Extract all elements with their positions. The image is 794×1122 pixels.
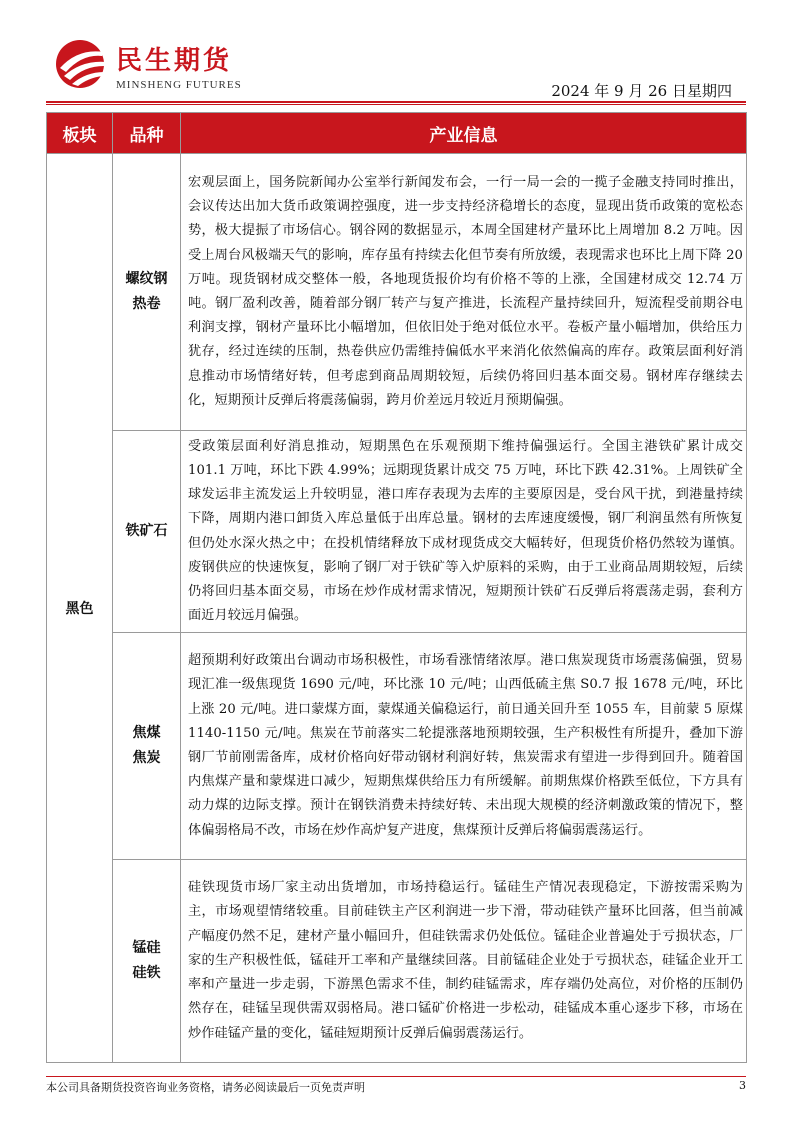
variety-cell xyxy=(113,860,181,1063)
table-row xyxy=(47,431,747,633)
brand-name: 民生期货 xyxy=(116,46,233,76)
variety-line: 硅铁 xyxy=(132,965,161,981)
disclaimer-text: 本公司具备期货投资咨询业务资格，请务必阅读最后一页免责声明 xyxy=(46,1081,365,1094)
variety-line: 焦煤 xyxy=(132,725,161,741)
header-rule-thin xyxy=(46,104,746,105)
info-cell: 受政策层面利好消息推动，短期黑色在乐观预期下维持偏强运行。全国主港铁矿累计成交 101.1 万吨，环比下跌 4.99%；远期现货累计成交 75 万吨，环比下跌 42.31%。上周铁矿全球发运非主流发运上升较明显，港口库存表现为去库的主要原因是，受台风干扰，到港量持续下降，周期内港口卸货入库总量低于出库总量。钢材的去库速度缓慢，钢厂利润虽然有所恢复但仍处水深火热之中；在投机情绪释放下成材现货成交大幅转好，但现货价格仍然较为谨慎。废钢供应的快速恢复，影响了钢厂对于铁矿等入炉原料的采购，由于工业商品周期较短，后续仍将回归基本面交易，市场在炒作成材需求情况，短期预计铁矿石反弹后将震荡走弱，套利方面近月较远月偏强。 xyxy=(181,431,747,633)
variety-cell xyxy=(113,154,181,431)
variety-line: 热卷 xyxy=(132,296,161,312)
table-row xyxy=(47,860,747,1063)
info-cell: 超预期利好政策出台调动市场积极性，市场看涨情绪浓厚。港口焦炭现货市场震荡偏强，贸易现汇准一级焦现货 1690 元/吨，环比涨 10 元/吨；山西低硫主焦 S0.7 报 1678 元/吨，环比上涨 20 元/吨。进口蒙煤方面，蒙煤通关偏稳运行，前日通关回升至 1055 车，目前蒙 5 原煤 1140-1150 元/吨。焦炭在节前落实二轮提涨落地预期较强，生产积极性有所提升，叠加下游钢厂节前刚需备库，成材价格向好带动钢材利润好转，焦炭需求有望进一步得到回升。随着国内焦煤产量和蒙煤进口减少，短期焦煤供给压力有所缓解。前期焦煤价格跌至低位，下方具有动力煤的边际支撑。预计在钢铁消费未持续好转、未出现大规模的经济刺激政策的情况下，整体偏弱格局不改，市场在炒作高炉复产进度，焦煤预计反弹后将偏弱震荡运行。 xyxy=(181,633,747,860)
variety-line: 锰硅 xyxy=(132,940,161,956)
brand-name-en: MINSHENG FUTURES xyxy=(116,79,242,91)
page-footer xyxy=(46,1076,746,1094)
header-sector: 板块 xyxy=(47,113,113,154)
info-cell: 硅铁现货市场厂家主动出货增加，市场持稳运行。锰硅生产情况表现稳定，下游按需采购为主，市场观望情绪较重。目前硅铁主产区利润进一步下滑，带动硅铁产量环比回落，但当前减产幅度仍然不足，建材产量小幅回升，但硅铁需求仍处低位。锰硅企业普遍处于亏损状态，厂家的生产积极性低，锰硅开工率和产量继续回落。目前锰硅企业处于亏损状态，硅锰企业开工率和产量进一步走弱，下游黑色需求不佳，制约硅锰需求，库存端仍处高位，对价格的压制仍然存在，硅锰呈现供需双弱格局。港口锰矿价格进一步松动，硅锰成本重心逐步下移，市场在炒作硅锰产量的变化，锰硅短期预计反弹后偏弱震荡运行。 xyxy=(181,860,747,1063)
table-header-row xyxy=(47,113,747,154)
variety-cell xyxy=(113,633,181,860)
sector-cell: 黑色 xyxy=(47,154,113,1063)
header-variety: 品种 xyxy=(113,113,181,154)
variety-line: 铁矿石 xyxy=(125,523,168,539)
info-cell: 宏观层面上，国务院新闻办公室举行新闻发布会，一行一局一会的一揽子金融支持同时推出，会议传达出加大货币政策调控强度，进一步支持经济稳增长的态度，显现出货币政策的宽松态势，极大提振了市场信心。钢谷网的数据显示，本周全国建材产量环比上周增加 8.2 万吨。因受上周台风极端天气的影响，库存虽有持续去化但节奏有所放缓，表现需求也环比上周下降 20 万吨。现货钢材成交整体一般，各地现货报价均有价格不等的上涨，全国建材成交 12.74 万吨。钢厂盈利改善，随着部分钢厂转产与复产推进，长流程产量持续回升，短流程受前期谷电利润支撑，钢材产量环比小幅增加，但依旧处于绝对低位水平。卷板产量小幅增加，供给压力犹存，经过连续的压制，热卷供应仍需维持偏低水平来消化依然偏高的库存。政策层面利好消息推动市场情绪好转，但考虑到商品周期较短，后续仍将回归基本面交易。钢材库存继续去化，短期预计反弹后将震荡偏弱，跨月价差远月较近月预期偏强。 xyxy=(181,154,747,431)
minsheng-logo-icon xyxy=(52,38,110,90)
page-number: 3 xyxy=(739,1079,746,1092)
report-date: 2024 年 9 月 26 日星期四 xyxy=(551,82,732,100)
table-row xyxy=(47,154,747,431)
page-header xyxy=(0,0,794,110)
industry-info-table xyxy=(46,112,747,1063)
header-rule xyxy=(46,101,746,103)
variety-line: 螺纹钢 xyxy=(125,271,168,287)
variety-cell xyxy=(113,431,181,633)
variety-line: 焦炭 xyxy=(132,750,161,766)
table-row xyxy=(47,633,747,860)
header-info: 产业信息 xyxy=(181,113,747,154)
